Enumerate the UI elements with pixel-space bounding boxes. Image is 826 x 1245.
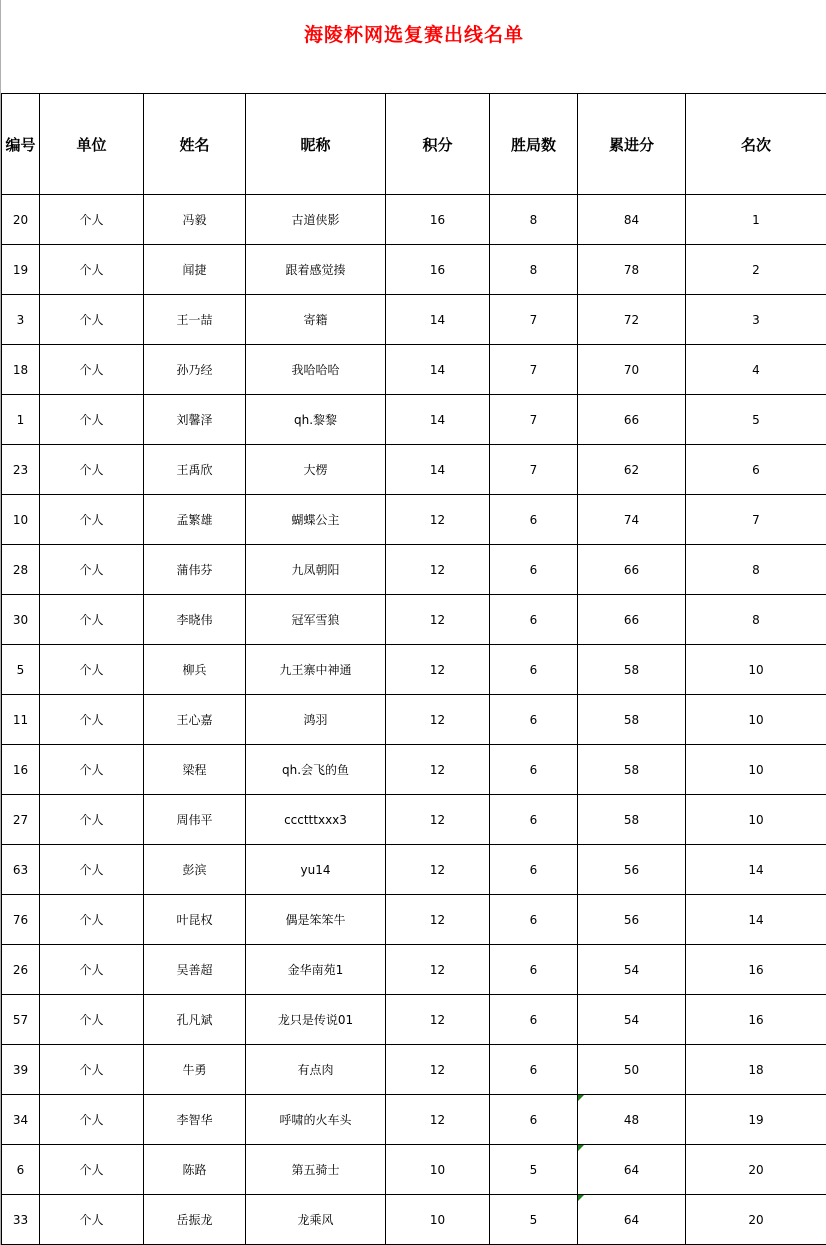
cell-wins[interactable]: 6 bbox=[490, 795, 578, 845]
cell-id[interactable]: 39 bbox=[2, 1045, 40, 1095]
cell-rank[interactable]: 10 bbox=[686, 695, 826, 745]
cell-wins[interactable]: 5 bbox=[490, 1195, 578, 1245]
cell-cumulative[interactable]: 66 bbox=[578, 395, 686, 445]
cell-nickname[interactable]: 九王寨中神通 bbox=[246, 645, 386, 695]
cell-points[interactable]: 14 bbox=[386, 295, 490, 345]
cell-cumulative[interactable]: 56 bbox=[578, 845, 686, 895]
cell-points[interactable]: 16 bbox=[386, 245, 490, 295]
cell-id[interactable]: 1 bbox=[2, 395, 40, 445]
table-row bbox=[2, 395, 826, 445]
cell-nickname[interactable]: 有点肉 bbox=[246, 1045, 386, 1095]
table-row bbox=[2, 345, 826, 395]
header-cumulative[interactable]: 累进分 bbox=[578, 94, 686, 195]
cell-wins[interactable]: 6 bbox=[490, 895, 578, 945]
cell-wins[interactable]: 6 bbox=[490, 545, 578, 595]
cell-wins[interactable]: 6 bbox=[490, 745, 578, 795]
cell-wins[interactable]: 6 bbox=[490, 945, 578, 995]
cell-cumulative[interactable]: 66 bbox=[578, 595, 686, 645]
cell-points[interactable]: 14 bbox=[386, 445, 490, 495]
cell-name[interactable]: 王禹欣 bbox=[144, 445, 246, 495]
cell-unit[interactable]: 个人 bbox=[40, 595, 144, 645]
table-row bbox=[2, 745, 826, 795]
cell-nickname[interactable]: 冠军雪狼 bbox=[246, 595, 386, 645]
cell-name[interactable]: 王心嘉 bbox=[144, 695, 246, 745]
cell-unit[interactable]: 个人 bbox=[40, 1195, 144, 1245]
table-row bbox=[2, 695, 826, 745]
cell-cumulative[interactable]: 78 bbox=[578, 245, 686, 295]
cell-points[interactable]: 12 bbox=[386, 895, 490, 945]
cell-unit[interactable]: 个人 bbox=[40, 445, 144, 495]
cell-nickname[interactable]: 呼啸的火车头 bbox=[246, 1095, 386, 1145]
cell-unit[interactable]: 个人 bbox=[40, 1045, 144, 1095]
cell-points[interactable]: 10 bbox=[386, 1195, 490, 1245]
cell-cumulative[interactable]: 66 bbox=[578, 545, 686, 595]
cell-points[interactable]: 12 bbox=[386, 545, 490, 595]
cell-cumulative[interactable]: 58 bbox=[578, 695, 686, 745]
cell-nickname[interactable]: 跟着感觉揍 bbox=[246, 245, 386, 295]
cell-unit[interactable]: 个人 bbox=[40, 895, 144, 945]
cell-cumulative[interactable]: 54 bbox=[578, 945, 686, 995]
header-wins[interactable]: 胜局数 bbox=[490, 94, 578, 195]
cell-id[interactable]: 27 bbox=[2, 795, 40, 845]
cell-id[interactable]: 63 bbox=[2, 845, 40, 895]
cell-nickname[interactable]: 大楞 bbox=[246, 445, 386, 495]
cell-rank[interactable]: 10 bbox=[686, 645, 826, 695]
cell-cumulative[interactable]: 74 bbox=[578, 495, 686, 545]
cell-wins[interactable]: 7 bbox=[490, 445, 578, 495]
header-id[interactable]: 编号 bbox=[2, 94, 40, 195]
table-row bbox=[2, 545, 826, 595]
cell-points[interactable]: 12 bbox=[386, 1095, 490, 1145]
cell-rank[interactable]: 6 bbox=[686, 445, 826, 495]
cell-points[interactable]: 12 bbox=[386, 995, 490, 1045]
cell-unit[interactable]: 个人 bbox=[40, 695, 144, 745]
table-row bbox=[2, 645, 826, 695]
results-table bbox=[1, 93, 826, 1245]
cell-rank[interactable]: 1 bbox=[686, 195, 826, 245]
cell-cumulative[interactable]: 56 bbox=[578, 895, 686, 945]
cell-wins[interactable]: 7 bbox=[490, 295, 578, 345]
cell-rank[interactable]: 10 bbox=[686, 795, 826, 845]
cell-id[interactable]: 57 bbox=[2, 995, 40, 1045]
table-row bbox=[2, 195, 826, 245]
cell-cumulative[interactable]: 50 bbox=[578, 1045, 686, 1095]
cell-points[interactable]: 12 bbox=[386, 595, 490, 645]
cell-rank[interactable]: 14 bbox=[686, 895, 826, 945]
cell-name[interactable]: 岳振龙 bbox=[144, 1195, 246, 1245]
cell-name[interactable]: 彭滨 bbox=[144, 845, 246, 895]
cell-name[interactable]: 闻捷 bbox=[144, 245, 246, 295]
cell-name[interactable]: 孙乃经 bbox=[144, 345, 246, 395]
cell-nickname[interactable]: 金华南苑1 bbox=[246, 945, 386, 995]
cell-points[interactable]: 14 bbox=[386, 345, 490, 395]
cell-nickname[interactable]: 鸿羽 bbox=[246, 695, 386, 745]
header-unit[interactable]: 单位 bbox=[40, 94, 144, 195]
cell-points[interactable]: 12 bbox=[386, 495, 490, 545]
cell-id[interactable]: 33 bbox=[2, 1195, 40, 1245]
cell-name[interactable]: 李智华 bbox=[144, 1095, 246, 1145]
cell-nickname[interactable]: 龙只是传说01 bbox=[246, 995, 386, 1045]
cell-rank[interactable]: 20 bbox=[686, 1145, 826, 1195]
cell-id[interactable]: 76 bbox=[2, 895, 40, 945]
cell-wins[interactable]: 8 bbox=[490, 245, 578, 295]
cell-rank[interactable]: 16 bbox=[686, 995, 826, 1045]
cell-name[interactable]: 陈路 bbox=[144, 1145, 246, 1195]
cell-cumulative[interactable]: 58 bbox=[578, 795, 686, 845]
cell-wins[interactable]: 6 bbox=[490, 695, 578, 745]
table-row bbox=[2, 995, 826, 1045]
cell-id[interactable]: 23 bbox=[2, 445, 40, 495]
cell-cumulative[interactable]: 54 bbox=[578, 995, 686, 1045]
cell-points[interactable]: 12 bbox=[386, 695, 490, 745]
cell-wins[interactable]: 6 bbox=[490, 845, 578, 895]
cell-wins[interactable]: 6 bbox=[490, 595, 578, 645]
header-row bbox=[2, 94, 826, 195]
cell-wins[interactable]: 6 bbox=[490, 1045, 578, 1095]
table-row bbox=[2, 1195, 826, 1245]
table-row bbox=[2, 245, 826, 295]
table-row bbox=[2, 1045, 826, 1095]
cell-unit[interactable]: 个人 bbox=[40, 995, 144, 1045]
cell-points[interactable]: 12 bbox=[386, 1045, 490, 1095]
table-row bbox=[2, 445, 826, 495]
cell-rank[interactable]: 2 bbox=[686, 245, 826, 295]
cell-id[interactable]: 6 bbox=[2, 1145, 40, 1195]
cell-points[interactable]: 16 bbox=[386, 195, 490, 245]
cell-nickname[interactable]: qh.黎黎 bbox=[246, 395, 386, 445]
cell-name[interactable]: 孔凡斌 bbox=[144, 995, 246, 1045]
cell-wins[interactable]: 8 bbox=[490, 195, 578, 245]
cell-unit[interactable]: 个人 bbox=[40, 745, 144, 795]
header-points[interactable]: 积分 bbox=[386, 94, 490, 195]
table-row bbox=[2, 1145, 826, 1195]
cell-unit[interactable]: 个人 bbox=[40, 1145, 144, 1195]
cell-nickname[interactable]: 九凤朝阳 bbox=[246, 545, 386, 595]
cell-wins[interactable]: 5 bbox=[490, 1145, 578, 1195]
table-row bbox=[2, 895, 826, 945]
cell-points[interactable]: 10 bbox=[386, 1145, 490, 1195]
cell-id[interactable]: 28 bbox=[2, 545, 40, 595]
table-row bbox=[2, 595, 826, 645]
cell-rank[interactable]: 18 bbox=[686, 1045, 826, 1095]
cell-wins[interactable]: 7 bbox=[490, 395, 578, 445]
cell-rank[interactable]: 8 bbox=[686, 595, 826, 645]
cell-rank[interactable]: 4 bbox=[686, 345, 826, 395]
cell-rank[interactable]: 19 bbox=[686, 1095, 826, 1145]
cell-name[interactable]: 王一喆 bbox=[144, 295, 246, 345]
sheet-title: 海陵杯网选复赛出线名单 bbox=[303, 24, 524, 46]
cell-id[interactable]: 10 bbox=[2, 495, 40, 545]
table-row bbox=[2, 945, 826, 995]
cell-unit[interactable]: 个人 bbox=[40, 495, 144, 545]
cell-name[interactable]: 叶昆权 bbox=[144, 895, 246, 945]
cell-cumulative[interactable]: 64 bbox=[578, 1145, 686, 1195]
cell-cumulative[interactable]: 70 bbox=[578, 345, 686, 395]
cell-name[interactable]: 李晓伟 bbox=[144, 595, 246, 645]
cell-nickname[interactable]: 古道侠影 bbox=[246, 195, 386, 245]
cell-rank[interactable]: 7 bbox=[686, 495, 826, 545]
cell-id[interactable]: 20 bbox=[2, 195, 40, 245]
cell-cumulative[interactable]: 58 bbox=[578, 745, 686, 795]
cell-nickname[interactable]: ccctttxxx3 bbox=[246, 795, 386, 845]
header-nickname[interactable]: 昵称 bbox=[246, 94, 386, 195]
cell-nickname[interactable]: 我哈哈哈 bbox=[246, 345, 386, 395]
table-row bbox=[2, 795, 826, 845]
table-row bbox=[2, 845, 826, 895]
cell-wins[interactable]: 6 bbox=[490, 495, 578, 545]
cell-nickname[interactable]: 第五骑士 bbox=[246, 1145, 386, 1195]
cell-nickname[interactable]: 偶是笨笨牛 bbox=[246, 895, 386, 945]
cell-wins[interactable]: 6 bbox=[490, 645, 578, 695]
cell-unit[interactable]: 个人 bbox=[40, 345, 144, 395]
cell-cumulative[interactable]: 58 bbox=[578, 645, 686, 695]
cell-name[interactable]: 冯毅 bbox=[144, 195, 246, 245]
cell-cumulative[interactable]: 62 bbox=[578, 445, 686, 495]
table-row bbox=[2, 295, 826, 345]
cell-cumulative[interactable]: 72 bbox=[578, 295, 686, 345]
cell-id[interactable]: 5 bbox=[2, 645, 40, 695]
cell-points[interactable]: 14 bbox=[386, 395, 490, 445]
cell-name[interactable]: 孟繁雄 bbox=[144, 495, 246, 545]
cell-wins[interactable]: 7 bbox=[490, 345, 578, 395]
cell-rank[interactable]: 5 bbox=[686, 395, 826, 445]
cell-unit[interactable]: 个人 bbox=[40, 645, 144, 695]
cell-name[interactable]: 蒲伟芬 bbox=[144, 545, 246, 595]
cell-wins[interactable]: 6 bbox=[490, 995, 578, 1045]
cell-rank[interactable]: 20 bbox=[686, 1195, 826, 1245]
cell-name[interactable]: 吴善超 bbox=[144, 945, 246, 995]
cell-nickname[interactable]: yu14 bbox=[246, 845, 386, 895]
cell-id[interactable]: 3 bbox=[2, 295, 40, 345]
cell-unit[interactable]: 个人 bbox=[40, 545, 144, 595]
cell-unit[interactable]: 个人 bbox=[40, 945, 144, 995]
cell-unit[interactable]: 个人 bbox=[40, 395, 144, 445]
cell-nickname[interactable]: qh.会飞的鱼 bbox=[246, 745, 386, 795]
cell-name[interactable]: 刘馨泽 bbox=[144, 395, 246, 445]
cell-id[interactable]: 18 bbox=[2, 345, 40, 395]
cell-id[interactable]: 19 bbox=[2, 245, 40, 295]
cell-unit[interactable]: 个人 bbox=[40, 795, 144, 845]
cell-cumulative[interactable]: 48 bbox=[578, 1095, 686, 1145]
cell-points[interactable]: 12 bbox=[386, 945, 490, 995]
cell-unit[interactable]: 个人 bbox=[40, 195, 144, 245]
cell-id[interactable]: 11 bbox=[2, 695, 40, 745]
cell-id[interactable]: 30 bbox=[2, 595, 40, 645]
cell-points[interactable]: 12 bbox=[386, 745, 490, 795]
cell-unit[interactable]: 个人 bbox=[40, 245, 144, 295]
cell-points[interactable]: 12 bbox=[386, 845, 490, 895]
cell-points[interactable]: 12 bbox=[386, 645, 490, 695]
cell-points[interactable]: 12 bbox=[386, 795, 490, 845]
cell-rank[interactable]: 3 bbox=[686, 295, 826, 345]
cell-id[interactable]: 16 bbox=[2, 745, 40, 795]
cell-wins[interactable]: 6 bbox=[490, 1095, 578, 1145]
header-name[interactable]: 姓名 bbox=[144, 94, 246, 195]
table-body bbox=[2, 195, 826, 1245]
cell-nickname[interactable]: 寄籍 bbox=[246, 295, 386, 345]
cell-cumulative[interactable]: 84 bbox=[578, 195, 686, 245]
cell-unit[interactable]: 个人 bbox=[40, 1095, 144, 1145]
cell-nickname[interactable]: 蝴蝶公主 bbox=[246, 495, 386, 545]
cell-rank[interactable]: 10 bbox=[686, 745, 826, 795]
cell-rank[interactable]: 8 bbox=[686, 545, 826, 595]
cell-name[interactable]: 梁程 bbox=[144, 745, 246, 795]
table-row bbox=[2, 495, 826, 545]
table-row bbox=[2, 1095, 826, 1145]
cell-name[interactable]: 牛勇 bbox=[144, 1045, 246, 1095]
cell-id[interactable]: 34 bbox=[2, 1095, 40, 1145]
cell-unit[interactable]: 个人 bbox=[40, 845, 144, 895]
header-rank[interactable]: 名次 bbox=[686, 94, 826, 195]
cell-cumulative[interactable]: 64 bbox=[578, 1195, 686, 1245]
title-row[interactable] bbox=[1, 0, 826, 93]
cell-name[interactable]: 柳兵 bbox=[144, 645, 246, 695]
cell-name[interactable]: 周伟平 bbox=[144, 795, 246, 845]
cell-nickname[interactable]: 龙乘风 bbox=[246, 1195, 386, 1245]
cell-unit[interactable]: 个人 bbox=[40, 295, 144, 345]
cell-id[interactable]: 26 bbox=[2, 945, 40, 995]
cell-rank[interactable]: 16 bbox=[686, 945, 826, 995]
cell-rank[interactable]: 14 bbox=[686, 845, 826, 895]
